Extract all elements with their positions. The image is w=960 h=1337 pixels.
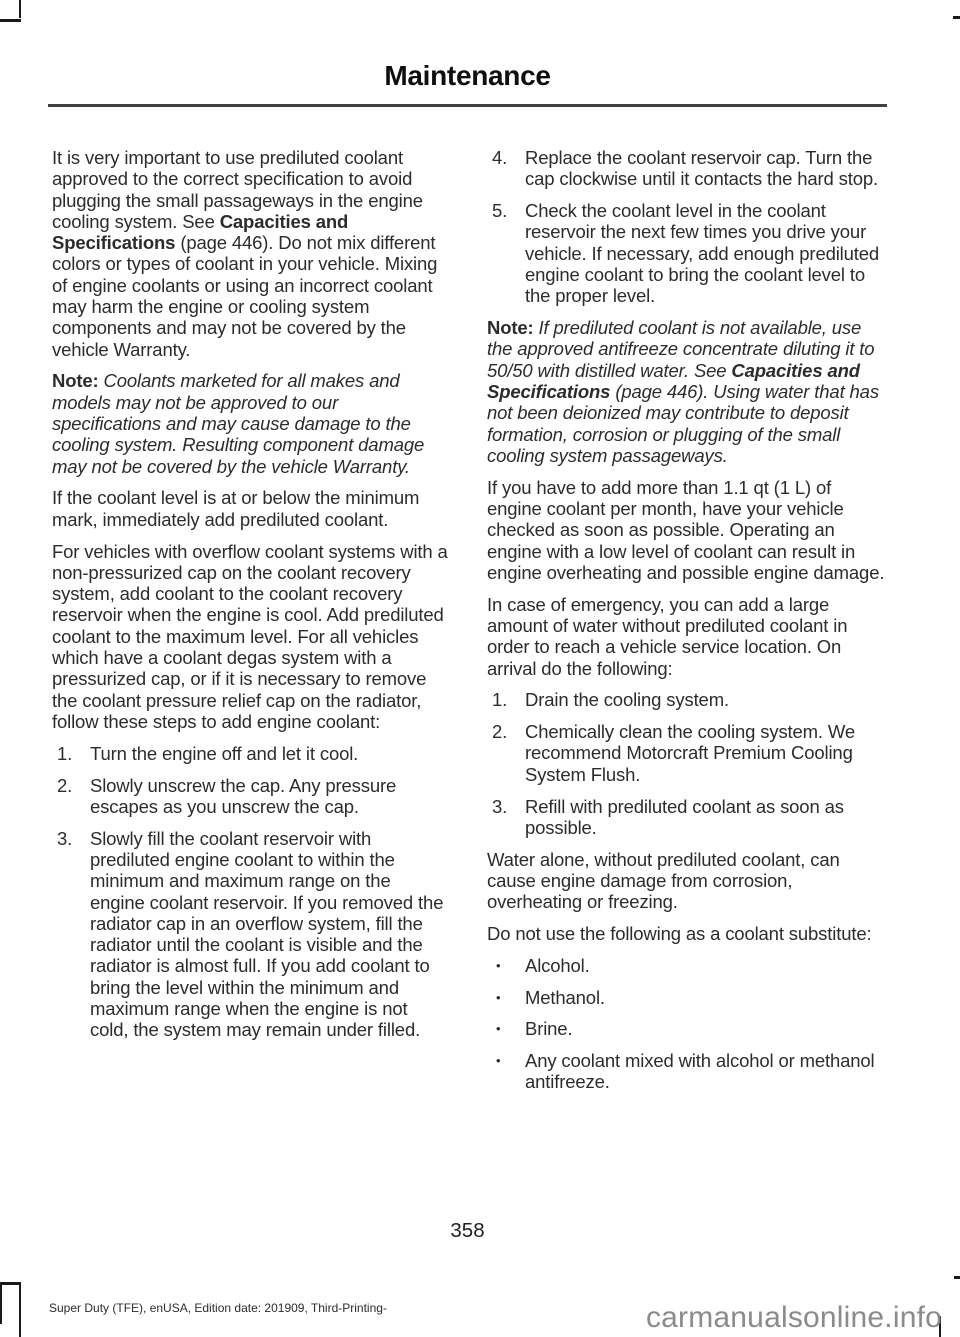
step-text: Replace the coolant reservoir cap. Turn the cap clockwise until it contacts the hard stop.	[525, 147, 879, 190]
watermark-text: carmanualsonline.info	[645, 1301, 942, 1334]
bullet-item	[487, 987, 885, 1008]
bullet-list-substitutes	[487, 955, 885, 1093]
paragraph-water-alone: Water alone, without prediluted coolant, can cause engine damage from corrosion, overheating or freezing.	[487, 848, 840, 913]
note-coolants-marketed	[52, 370, 450, 476]
step-item	[52, 828, 450, 1041]
step-item	[487, 689, 885, 710]
bullet-item	[487, 955, 885, 976]
paragraph-add-more-than: If you have to add more than 1.1 qt (1 L) of engine coolant per month, have your vehicle checked as soon as possible. Operating an engine with a low level of coolant can result in engine overheating and possible engine damage.	[487, 476, 885, 583]
step-number: 5.	[492, 200, 508, 222]
note-text-pre: If prediluted coolant is not available, use the approved antifreeze concentrate diluting it to 50/50 with distilled water. See	[487, 317, 875, 381]
bullet-text: Alcohol.	[525, 954, 590, 976]
step-text: Check the coolant level in the coolant reservoir the next few times you drive your vehicle. If necessary, add enough prediluted engine coolant to bring the coolant level to the proper level.	[525, 200, 880, 307]
bullet-icon: •	[496, 989, 501, 1005]
step-item	[52, 743, 450, 764]
crop-mark-top-left-horizontal	[0, 19, 21, 22]
footer-edition-text: Super Duty (TFE), enUSA, Edition date: 201909, Third-Printing-	[49, 1301, 387, 1315]
numbered-steps-arrival	[487, 689, 885, 838]
crop-mark-top-left-vertical	[19, 0, 21, 18]
paragraph-minimum-mark: If the coolant level is at or below the minimum mark, immediately add prediluted coolant.	[52, 487, 420, 530]
bullet-item	[487, 1018, 885, 1039]
bullet-icon: •	[496, 1053, 501, 1069]
bullet-icon: •	[496, 957, 501, 973]
page-title: Maintenance	[384, 60, 551, 91]
bullet-item	[487, 1050, 885, 1093]
step-number: 2.	[492, 721, 508, 743]
step-number: 3.	[492, 795, 508, 817]
step-number: 1.	[57, 742, 73, 764]
step-number: 4.	[492, 147, 508, 168]
paragraph-intro	[52, 147, 450, 360]
note-text-post: (page 446). Using water that has not been deionized may contribute to deposit formation, corrosion or plugging of the small cooling system passageways.	[487, 380, 879, 466]
crop-mark-bottom-left-vertical	[19, 1282, 21, 1337]
step-number: 1.	[492, 689, 508, 711]
step-item	[487, 200, 885, 306]
paragraph-do-not-use: Do not use the following as a coolant substitute:	[487, 923, 872, 944]
step-number: 3.	[57, 827, 73, 849]
crop-mark-bottom-left-edge	[0, 1284, 2, 1324]
step-text: Turn the engine off and let it cool.	[90, 742, 359, 764]
note-label: Note:	[487, 317, 534, 339]
bullet-text: Brine.	[525, 1018, 573, 1040]
crop-mark-bottom-left-horizontal	[0, 1282, 21, 1285]
step-text: Slowly fill the coolant reservoir with prediluted engine coolant to within the minimum and maximum range on the engine coolant reservoir. If you removed the radiator cap in an overflow system, fill the radiator until the coolant is visible and the radiator is almost full. If you add coolant to bring the level within the minimum and maximum range when the engine is not cold, the system may remain under filled.	[90, 827, 444, 1041]
bullet-icon: •	[496, 1021, 501, 1037]
step-item	[487, 721, 885, 785]
page-number: 358	[450, 1219, 485, 1242]
cross-reference-bold: Capacities and Specifications	[487, 359, 860, 402]
intro-text-pre: It is very important to use prediluted coolant approved to the correct specification to avoid plugging the small passageways in the engine cooling system. See	[52, 147, 423, 232]
step-item	[52, 775, 450, 818]
step-text: Slowly unscrew the cap. Any pressure escapes as you unscrew the cap.	[90, 774, 397, 817]
note-label: Note:	[52, 370, 99, 392]
right-column	[487, 147, 885, 1103]
step-text: Refill with prediluted coolant as soon as possible.	[525, 795, 844, 838]
crop-mark-bottom-right	[954, 1276, 960, 1279]
numbered-steps-1-3	[52, 743, 450, 1041]
body-columns	[52, 147, 885, 1103]
note-prediluted-coolant	[487, 317, 885, 466]
note-text: Coolants marketed for all makes and models may not be approved to our specifications and may cause damage to the cooling system. Resulting component damage may not be covered by the vehicle Warranty.	[52, 370, 425, 477]
header-rule	[48, 104, 887, 107]
step-number: 2.	[57, 774, 73, 796]
bullet-text: Methanol.	[525, 986, 605, 1008]
paragraph-emergency: In case of emergency, you can add a large amount of water without prediluted coolant in order to reach a vehicle service location. On arrival do the following:	[487, 593, 848, 679]
paragraph-overflow-systems: For vehicles with overflow coolant systems with a non-pressurized cap on the coolant recovery system, add coolant to the coolant recovery reservoir when the engine is cool. Add prediluted coolant to the maximum level. For all vehicles which have a coolant degas system with a pressurized cap, or if it is necessary to remove the coolant pressure relief cap on the radiator, follow these steps to add engine coolant:	[52, 540, 448, 732]
bullet-text: Any coolant mixed with alcohol or methanol antifreeze.	[525, 1050, 875, 1093]
left-column	[52, 147, 450, 1103]
step-item	[487, 796, 885, 839]
crop-mark-top-right	[953, 16, 960, 19]
step-item	[487, 147, 885, 190]
step-text: Chemically clean the cooling system. We recommend Motorcraft Premium Cooling System Flush.	[525, 721, 856, 785]
numbered-steps-4-5	[487, 147, 885, 307]
cross-reference-bold: Capacities and Specifications	[52, 210, 349, 254]
intro-text-post: (page 446). Do not mix different colors or types of coolant in your vehicle. Mixing of engine coolants or using an incorrect coolant may harm the engine or cooling system components and may not be covered by the vehicle Warranty.	[52, 232, 438, 360]
step-text: Drain the cooling system.	[525, 689, 729, 711]
